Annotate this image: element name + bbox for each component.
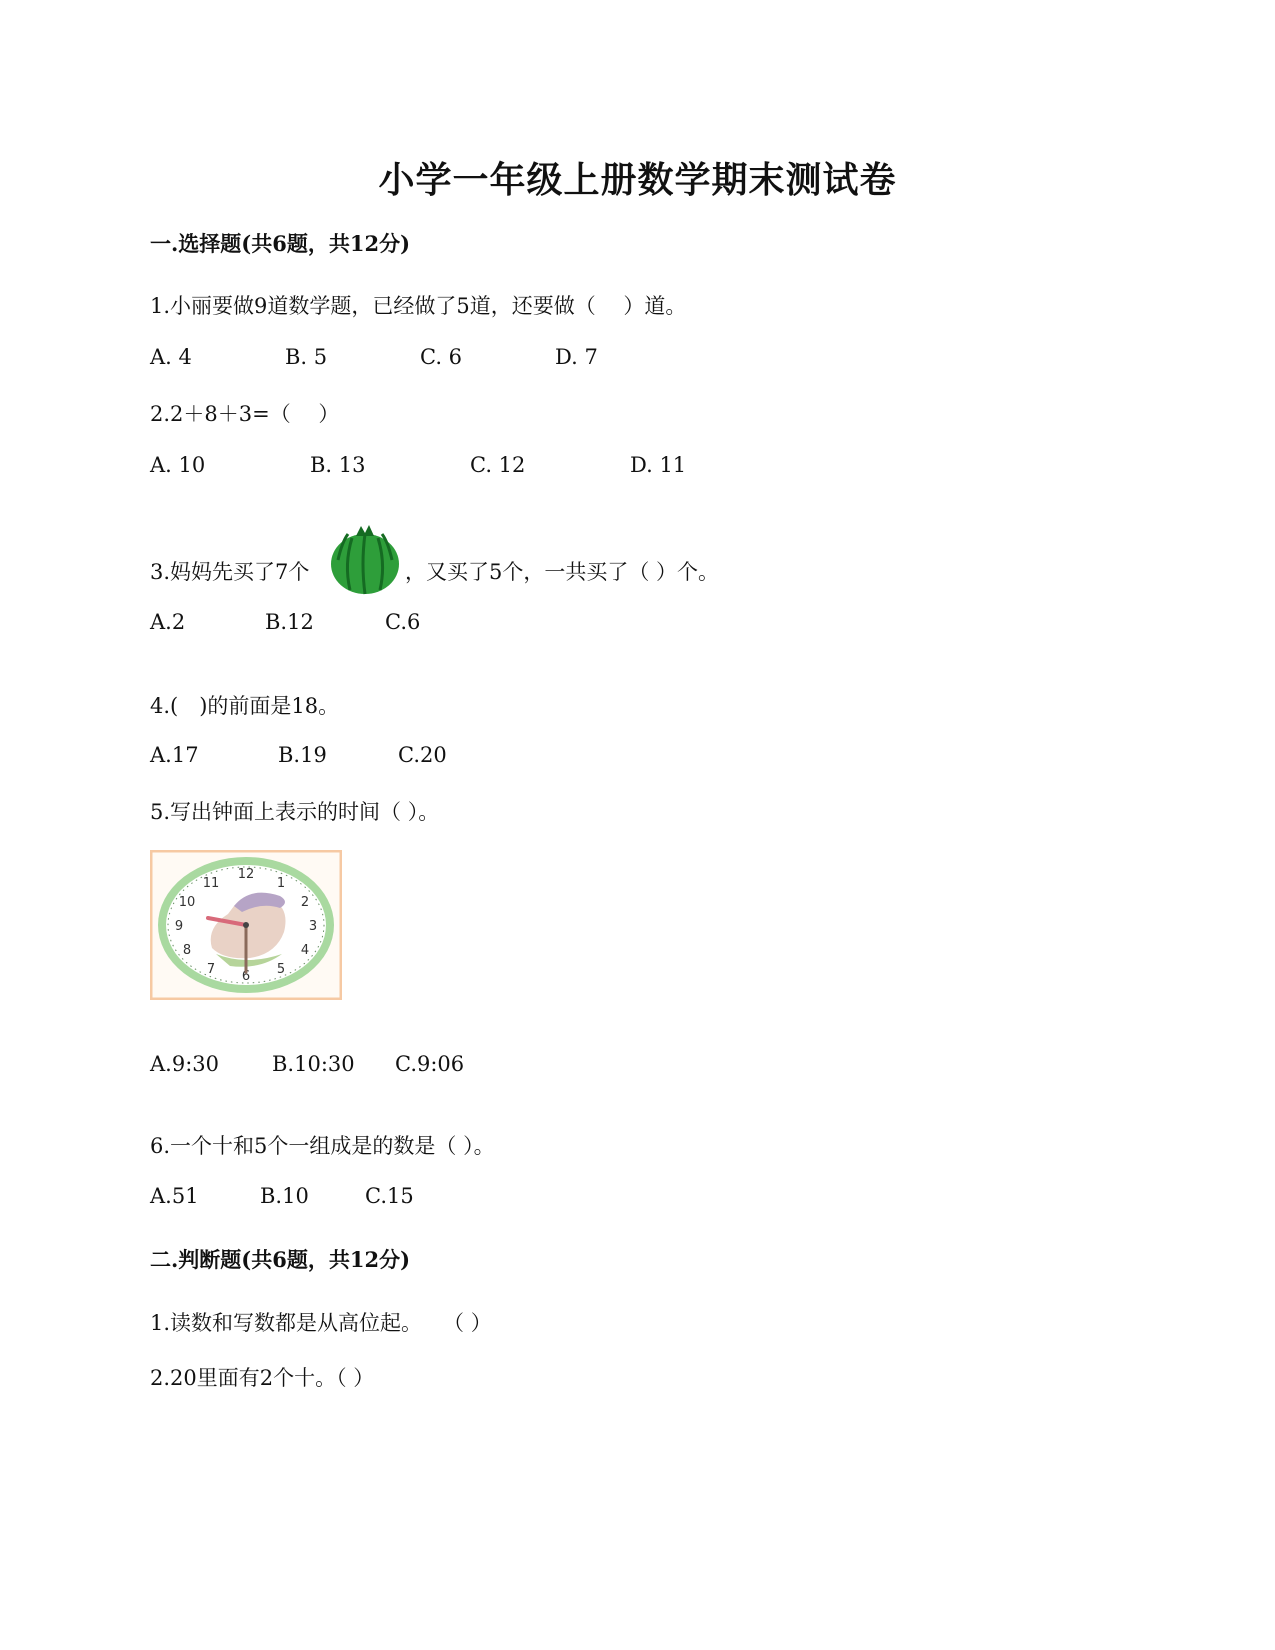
option-c: C.20 (398, 743, 447, 767)
clock-number-1: 1 (276, 876, 286, 891)
clock-number-3: 3 (308, 919, 318, 934)
option-a: A. 4 (150, 345, 192, 369)
clock-number-2: 2 (300, 895, 310, 910)
option-b: B. 13 (310, 453, 366, 477)
option-c: C.6 (385, 610, 421, 634)
option-c: C. 12 (470, 453, 526, 477)
page-title: 小学一年级上册数学期末测试卷 (378, 159, 897, 201)
option-c: C.15 (365, 1184, 414, 1208)
option-a: A.51 (150, 1184, 199, 1208)
option-c: C.9:06 (395, 1052, 465, 1076)
clock-number-5: 5 (276, 962, 286, 977)
question-1-options (150, 345, 1050, 375)
clock-number-12: 12 (237, 867, 255, 882)
section-heading-judgement: 二.判断题(共6题，共12分) (150, 1247, 411, 1272)
clock-number-6: 6 (241, 969, 251, 984)
question-3-options (150, 610, 1050, 640)
clock-number-8: 8 (182, 943, 192, 958)
option-b: B.12 (265, 610, 314, 634)
option-c: C. 6 (420, 345, 463, 369)
option-a: A.17 (150, 743, 199, 767)
option-b: B.10 (260, 1184, 309, 1208)
clock-number-11: 11 (202, 876, 220, 891)
question-2-options (150, 453, 1050, 483)
option-a: A.9:30 (150, 1052, 219, 1076)
option-a: A. 10 (150, 453, 206, 477)
watermelon-icon (328, 520, 402, 596)
clock-number-9: 9 (174, 919, 184, 934)
question-6-options (150, 1184, 1050, 1214)
clock-number-10: 10 (178, 895, 196, 910)
question-6: 6.一个十和5个一组成是的数是（ ）。 (150, 1134, 495, 1158)
question-5: 5.写出钟面上表示的时间（ ）。 (150, 800, 440, 824)
question-2: 2.2＋8＋3=（ ） (150, 402, 340, 426)
option-b: B. 5 (285, 345, 328, 369)
question-3-part-1: 3.妈妈先买了7个 (150, 560, 310, 584)
section-heading-choice: 一.选择题(共6题，共12分) (150, 231, 411, 256)
judgement-question-1: 1.读数和写数都是从高位起。 （ ） (150, 1311, 492, 1335)
clock-number-7: 7 (206, 962, 216, 977)
question-3-part-2: ，又买了5个，一共买了（ ）个。 (405, 560, 720, 584)
question-5-options (150, 1052, 1050, 1082)
option-b: B.19 (278, 743, 327, 767)
option-d: D. 7 (555, 345, 598, 369)
option-d: D. 11 (630, 453, 687, 477)
judgement-question-2: 2.20里面有2个十。（ ） (150, 1366, 375, 1390)
clock-icon (150, 850, 342, 1000)
question-1: 1.小丽要做9道数学题，已经做了5道，还要做（ ）道。 (150, 294, 687, 318)
question-4: 4.( )的前面是18。 (150, 694, 340, 718)
clock-number-4: 4 (300, 943, 310, 958)
question-4-options (150, 743, 1050, 773)
option-a: A.2 (150, 610, 186, 634)
option-b: B.10:30 (272, 1052, 355, 1076)
